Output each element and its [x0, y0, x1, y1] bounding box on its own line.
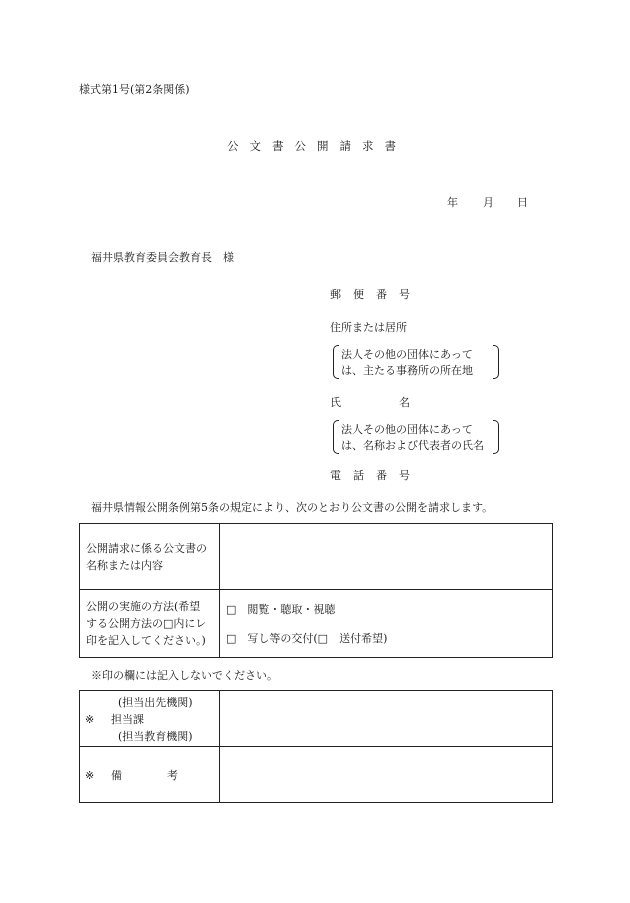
name-label-1: 氏 — [330, 396, 341, 409]
phone-label: 電話番号 — [330, 469, 422, 482]
right-bracket — [493, 345, 499, 379]
date-month-label: 月 — [483, 196, 494, 209]
document-name-field[interactable] — [220, 524, 553, 590]
office-use-table — [79, 690, 553, 803]
option-copy-checkbox[interactable]: □ 写し等の交付(□ 送付希望) — [226, 631, 388, 645]
remarks-field — [220, 747, 553, 803]
address-note-line: 法人その他の団体にあって — [341, 348, 473, 361]
table-row — [80, 524, 553, 590]
name-note-line: 法人その他の団体にあって — [341, 423, 473, 436]
note: ※印の欄には記入しないでください。 — [91, 669, 278, 682]
table-row — [80, 747, 553, 803]
disclosure-method-options — [220, 590, 553, 658]
department-field — [220, 691, 553, 747]
left-bracket — [333, 345, 339, 379]
disclosure-method-label: 公開の実施の方法(希望 する公開方法の□内にレ 印を記入してください。) — [80, 590, 220, 658]
addressee: 福井県教育委員会教育長 様 — [91, 251, 234, 264]
document-name-label: 公開請求に係る公文書の 名称または内容 — [80, 524, 220, 590]
name-note-line: は、名称および代表者の氏名 — [341, 439, 484, 452]
table-row — [80, 590, 553, 658]
address-note-line: は、主たる事務所の所在地 — [341, 364, 473, 377]
option-viewing-checkbox[interactable]: □ 閲覧・聴取・視聴 — [226, 602, 336, 616]
form-number: 様式第1号(第2条関係) — [79, 83, 190, 96]
address-label: 住所または居所 — [330, 321, 407, 334]
table-row — [80, 691, 553, 747]
date-day-label: 日 — [517, 196, 528, 209]
postal-code-label: 郵便番号 — [330, 288, 422, 301]
page-title: 公文書公開請求書 — [227, 139, 407, 153]
name-label-2: 名 — [399, 396, 410, 409]
date-year-label: 年 — [447, 196, 458, 209]
remarks-label: ※ 備 考 — [80, 747, 220, 803]
left-bracket — [333, 420, 339, 454]
request-statement: 福井県情報公開条例第5条の規定により、次のとおり公文書の公開を請求します。 — [91, 501, 494, 514]
department-label: (担当出先機関) ※ 担当課 (担当教育機関) — [80, 691, 220, 747]
request-table — [79, 523, 553, 658]
right-bracket — [493, 420, 499, 454]
